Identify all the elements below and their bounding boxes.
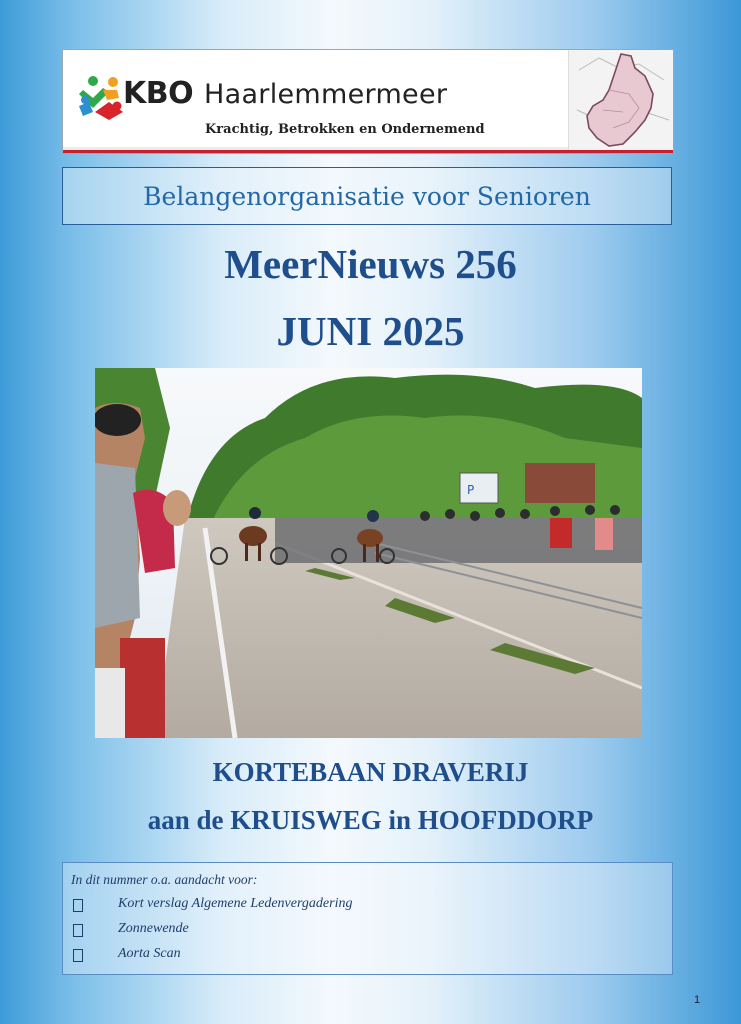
harness-race-photo <box>95 368 642 738</box>
tagline: Krachtig, Betrokken en Ondernemend <box>205 122 485 137</box>
header-accent-line <box>63 150 673 153</box>
subtitle-box <box>62 167 672 225</box>
region-map-icon <box>569 50 673 150</box>
logo-place-text: Haarlemmermeer <box>204 79 448 110</box>
contents-item <box>71 896 661 916</box>
cover-caption-line-1: KORTEBAAN DRAVERIJ <box>212 757 529 787</box>
page-number: 1 <box>694 994 701 1006</box>
svg-text:P: P <box>467 483 475 497</box>
contents-item-text: Aorta Scan <box>118 946 181 961</box>
issue-title: MeerNieuws 256 <box>224 241 517 287</box>
photo-illustration <box>95 368 642 738</box>
logo-brand-text: KBO <box>123 76 194 111</box>
checkbox-icon <box>73 924 83 937</box>
contents-box <box>62 862 673 975</box>
cover-caption-line-2: aan de KRUISWEG in HOOFDDORP <box>147 805 594 835</box>
checkbox-icon <box>73 899 83 912</box>
contents-item-text: Kort verslag Algemene Ledenvergadering <box>118 896 353 911</box>
subtitle: Belangenorganisatie voor Senioren <box>143 181 591 211</box>
issue-date: JUNI 2025 <box>276 308 465 354</box>
map-panel <box>568 50 673 150</box>
contents-item <box>71 946 661 966</box>
kbo-logo-icon <box>79 72 125 122</box>
header-banner <box>62 49 674 154</box>
contents-item <box>71 921 661 941</box>
contents-intro: In dit nummer o.a. aandacht voor: <box>71 872 258 887</box>
checkbox-icon <box>73 949 83 962</box>
contents-item-text: Zonnewende <box>118 921 189 936</box>
